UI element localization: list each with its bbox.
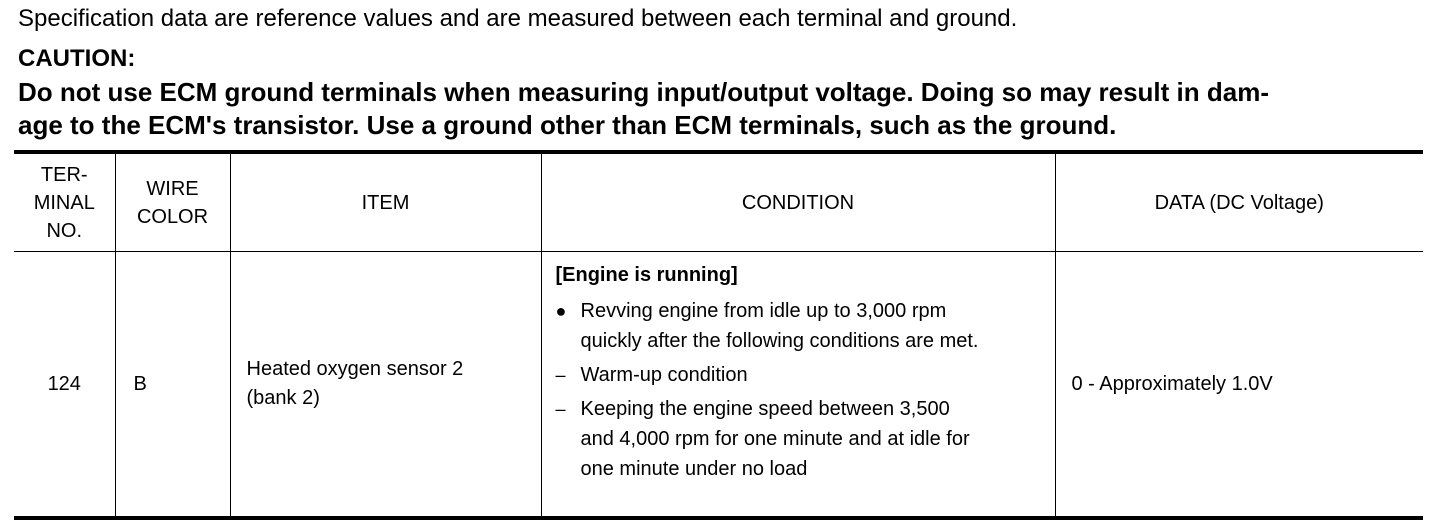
wire-color: B xyxy=(115,252,230,519)
condition-dash-item xyxy=(556,360,1049,390)
header-condition: CONDITION xyxy=(541,152,1055,252)
terminal-spec-table xyxy=(14,150,1423,520)
header-data: DATA (DC Voltage) xyxy=(1055,152,1423,252)
caution-line-1: Do not use ECM ground terminals when measuring input/output voltage. Doing so may result in dam- xyxy=(18,77,1269,107)
table-row xyxy=(14,252,1423,519)
intro-text: Specification data are reference values and are measured between each terminal and ground. xyxy=(18,5,1018,32)
condition-line: Revving engine from idle up to 3,000 rpm xyxy=(580,300,947,322)
header-wire-line: COLOR xyxy=(136,205,209,228)
table-header-row xyxy=(14,152,1423,252)
header-terminal-line: TER- xyxy=(40,163,88,186)
condition-line: Keeping the engine speed between 3,500 xyxy=(580,398,950,420)
condition-cell xyxy=(541,252,1055,519)
header-terminal-line: NO. xyxy=(46,219,83,242)
header-terminal-no xyxy=(14,152,115,252)
bullet-icon: ● xyxy=(555,301,567,321)
condition-line: and 4,000 rpm for one minute and at idle for xyxy=(580,428,970,450)
header-wire-line: WIRE xyxy=(146,177,199,200)
condition-line: Warm-up condition xyxy=(580,364,748,386)
terminal-number: 124 xyxy=(14,252,115,519)
condition-dash-item xyxy=(556,394,1049,484)
dash-icon: – xyxy=(555,365,566,385)
condition-line: one minute under no load xyxy=(580,458,808,480)
condition-bullet-item xyxy=(556,296,1049,356)
caution-message xyxy=(18,76,1433,142)
item-line: Heated oxygen sensor 2 xyxy=(246,358,464,380)
caution-heading: CAUTION: xyxy=(18,45,136,72)
condition-heading: [Engine is running] xyxy=(555,264,738,286)
caution-line-2: age to the ECM's transistor. Use a ground other than ECM terminals, such as the ground. xyxy=(18,110,1117,140)
item-line: (bank 2) xyxy=(246,387,320,409)
data-value: 0 - Approximately 1.0V xyxy=(1055,252,1423,519)
item-description xyxy=(230,252,541,519)
header-wire-color xyxy=(115,152,230,252)
header-terminal-line: MINAL xyxy=(33,191,95,214)
condition-line: quickly after the following conditions are met. xyxy=(580,330,979,352)
dash-icon: – xyxy=(555,399,566,419)
header-item: ITEM xyxy=(230,152,541,252)
